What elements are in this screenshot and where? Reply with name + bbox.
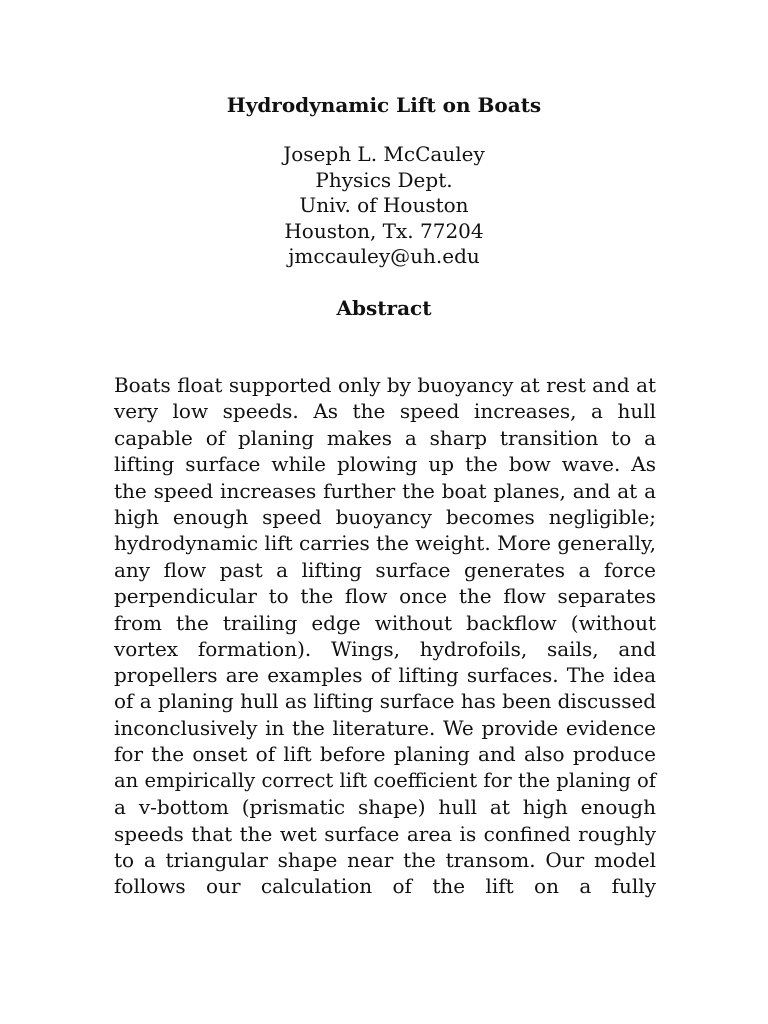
abstract-line: Boats float supported only by buoyancy at rest and at	[114, 373, 656, 397]
abstract-line: to a triangular shape near the transom. Our model	[114, 848, 656, 873]
abstract-line: inconclusively in the literature. We provide evidence	[114, 716, 656, 741]
abstract-line: the speed increases further the boat planes, and at a	[114, 478, 656, 503]
author-university: Univ. of Houston	[299, 193, 469, 218]
author-city: Houston, Tx. 77204	[284, 218, 484, 243]
abstract-line: capable of planing makes a sharp transition to a	[114, 425, 656, 450]
abstract-line: a v-bottom (prismatic shape) hull at high enough	[114, 795, 656, 820]
paper-title: Hydrodynamic Lift on Boats	[226, 93, 542, 117]
abstract-line: from the trailing edge without backflow (without	[114, 610, 656, 635]
abstract-body	[114, 372, 656, 900]
abstract-line: high enough speed buoyancy becomes negligible;	[114, 504, 656, 529]
abstract-line: of a planing hull as lifting surface has been discussed	[114, 689, 656, 713]
abstract-line: lifting surface while plowing up the bow wave. As	[114, 452, 656, 477]
abstract-heading: Abstract	[336, 296, 432, 320]
abstract-line: speeds that the wet surface area is confined roughly	[114, 821, 656, 846]
abstract-line: hydrodynamic lift carries the weight. More generally,	[114, 531, 656, 556]
author-name: Joseph L. McCauley	[283, 142, 485, 166]
abstract-line: perpendicular to the flow once the flow separates	[114, 584, 656, 609]
abstract-line: follows our calculation of the lift on a fully	[114, 874, 656, 899]
author-block	[0, 142, 768, 270]
abstract-line: propellers are examples of lifting surfaces. The idea	[114, 663, 656, 688]
abstract-line: very low speeds. As the speed increases, a hull	[114, 399, 656, 424]
author-department: Physics Dept.	[315, 167, 453, 192]
abstract-line: an empirically correct lift coefficient for the planing of	[114, 768, 656, 792]
abstract-line: for the onset of lift before planing and also produce	[114, 742, 656, 767]
abstract-line: vortex formation). Wings, hydrofoils, sails, and	[114, 636, 656, 661]
author-email: jmccauley@uh.edu	[288, 244, 480, 269]
abstract-line: any flow past a lifting surface generates a force	[114, 557, 656, 582]
